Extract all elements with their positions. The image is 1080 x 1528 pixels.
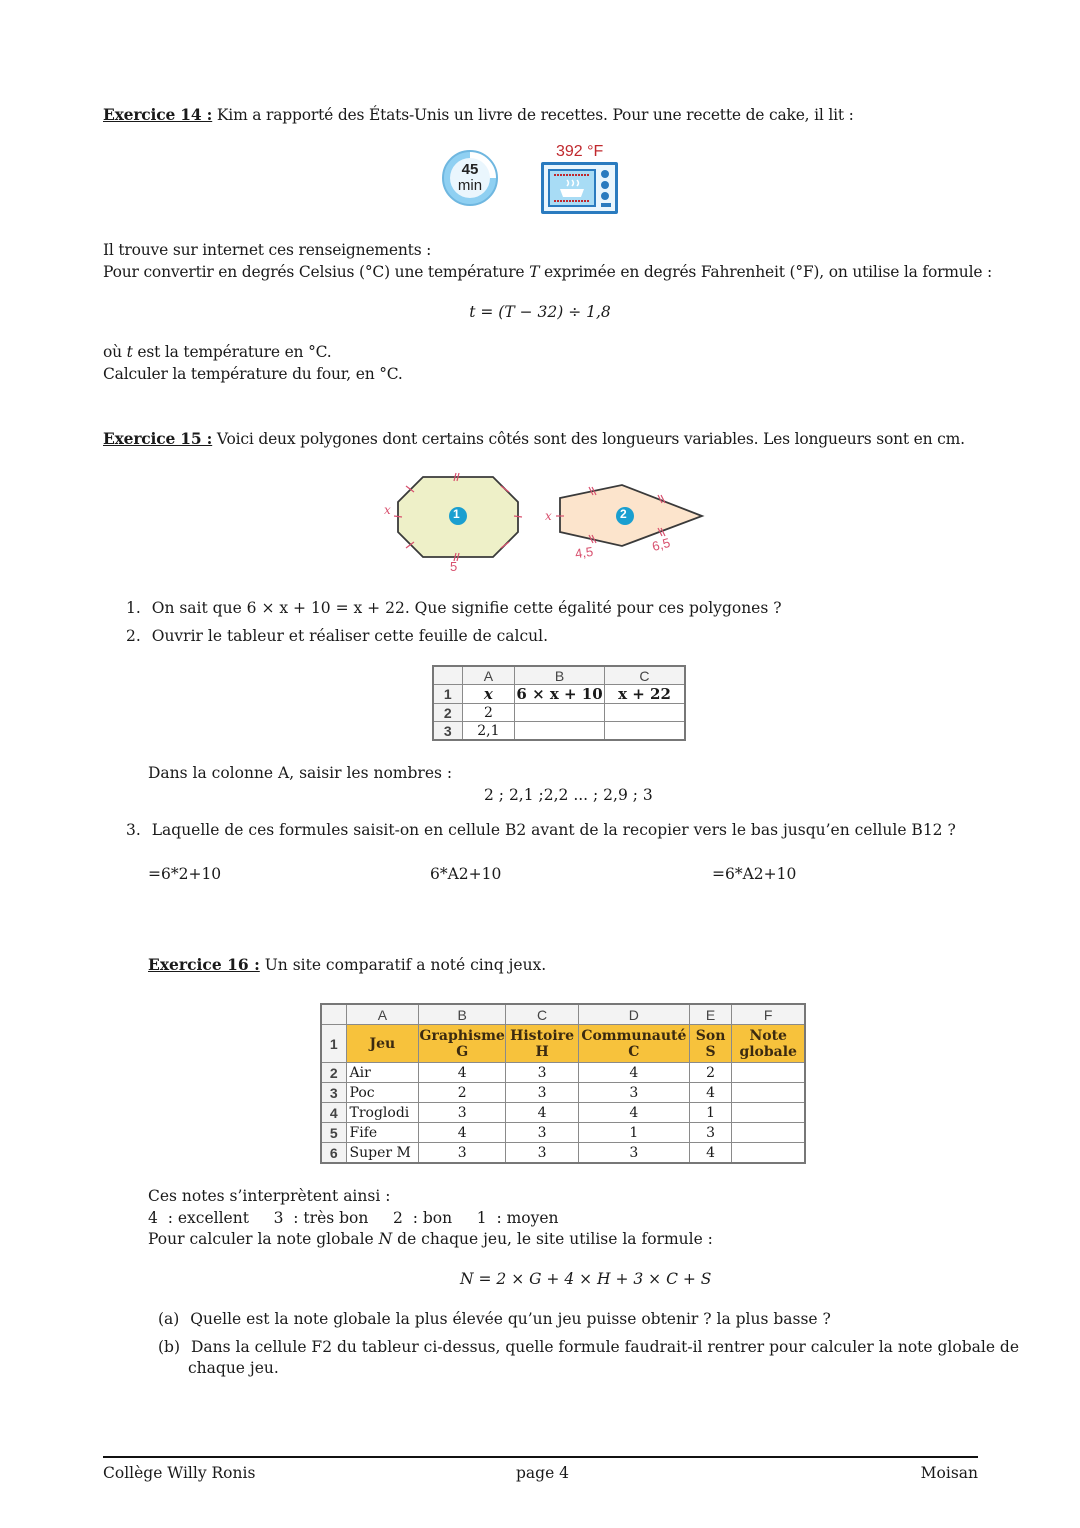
ex14-line-2: Pour convertir en degrés Celsius (°C) une température T exprimée en degrés Fahrenheit (°F), on utilise la formule : <box>103 263 993 281</box>
interpretation-scale: 4 : excellent 3 : très bon 2 : bon 1 : moyen <box>148 1209 559 1227</box>
oven-temperature: 392 °F <box>556 143 604 160</box>
polygon-2-side-4-5: 4,5 <box>574 543 595 562</box>
exercise-14-intro: Kim a rapporté des États-Unis un livre de recettes. Pour une recette de cake, il lit : <box>212 106 854 124</box>
footer-page-number: page 4 <box>516 1464 570 1482</box>
header-histoire: Histoire H <box>506 1025 579 1063</box>
global-note-formula: N = 2 × G + 4 × H + 3 × C + S <box>460 1270 712 1288</box>
header-jeu: Jeu <box>346 1025 419 1063</box>
exercise-16-intro: Un site comparatif a noté cinq jeux. <box>259 956 547 974</box>
exercise-14-title: Exercice 14 : <box>103 105 213 124</box>
interpretation-title: Ces notes s’interprètent ainsi : <box>148 1187 391 1205</box>
polygon-1-side-x: x <box>384 503 391 517</box>
ex15-question-1: 1. On sait que 6 × x + 10 = x + 22. Que signifie cette égalité pour ces polygones ? <box>126 599 782 617</box>
numbers-sequence: 2 ; 2,1 ;2,2 ... ; 2,9 ; 3 <box>484 786 653 804</box>
ex15-question-2: 2. Ouvrir le tableur et réaliser cette feuille de calcul. <box>126 627 549 645</box>
polygon-2-side-6-5: 6,5 <box>650 534 672 555</box>
header-note-globale: Note globale <box>732 1025 805 1063</box>
table-row: 4 Troglodi 3 4 4 1 <box>321 1103 805 1123</box>
ex14-line-1: Il trouve sur internet ces renseignements : <box>103 241 432 259</box>
header-graphisme: Graphisme G <box>419 1025 506 1063</box>
spreadsheet-ex16: A B C D E F 1 Jeu Graphisme G Histoire H Communauté C Son S Note globale 2 Air 4 3 4 2 3 Poc 2 3 3 4 4 Troglodi 3 4 4 1 5 Fife 4 3 1 3 6 Super M 3 3 3 4 <box>320 1003 806 1164</box>
polygon-1-badge: 1 <box>453 507 460 521</box>
ex14-question: Calculer la température du four, en °C. <box>103 365 403 383</box>
column-header-c: C <box>604 666 685 685</box>
column-header-b: B <box>515 666 605 685</box>
table-row: 6 Super M 3 3 3 4 <box>321 1143 805 1164</box>
ex14-line-3: où t est la température en °C. <box>103 343 332 361</box>
footer-divider <box>103 1456 978 1458</box>
exercise-15-heading <box>103 429 965 448</box>
table-row: 1 x 6 × x + 10 x + 22 <box>433 685 685 704</box>
column-a-instruction: Dans la colonne A, saisir les nombres : <box>148 764 453 782</box>
footer-author: Moisan <box>920 1464 978 1482</box>
exercise-15-title: Exercice 15 : <box>103 429 213 448</box>
header-son: Son S <box>689 1025 732 1063</box>
timer-icon <box>442 150 498 206</box>
header-communaute: Communauté C <box>578 1025 689 1063</box>
exercise-15-intro: Voici deux polygones dont certains côtés sont des longueurs variables. Les longueurs sont en cm. <box>212 430 965 448</box>
polygon-2-badge: 2 <box>620 507 627 521</box>
ex16-question-a: (a) Quelle est la note globale la plus élevée qu’un jeu puisse obtenir ? la plus basse ? <box>158 1310 831 1328</box>
formula-option-3: =6*A2+10 <box>712 865 797 883</box>
formula-intro: Pour calculer la note globale N de chaque jeu, le site utilise la formule : <box>148 1230 713 1248</box>
formula-option-2: 6*A2+10 <box>430 865 502 883</box>
polygon-2-side-x: x <box>545 509 552 523</box>
timer-value: 45 <box>461 161 479 178</box>
oven-icon <box>541 162 618 214</box>
table-header-row: 1 Jeu Graphisme G Histoire H Communauté C Son S Note globale <box>321 1025 805 1063</box>
table-row: 2 2 <box>433 704 685 722</box>
table-row: 3 2,1 <box>433 722 685 741</box>
ex15-question-3: 3. Laquelle de ces formules saisit-on en cellule B2 avant de la recopier vers le bas jusqu’en cellule B12 ? <box>126 821 956 839</box>
ex16-question-b: (b) Dans la cellule F2 du tableur ci-dessus, quelle formule faudrait-il rentrer pour calculer la note globale de <box>158 1338 1020 1356</box>
exercise-16-heading <box>148 955 546 974</box>
ex16-question-b-cont: chaque jeu. <box>188 1359 279 1377</box>
footer-school: Collège Willy Ronis <box>103 1464 256 1482</box>
table-row: 3 Poc 2 3 3 4 <box>321 1083 805 1103</box>
timer-unit: min <box>457 177 483 194</box>
exercise-14-heading <box>103 105 854 124</box>
table-row: 2 Air 4 3 4 2 <box>321 1063 805 1083</box>
exercise-16-title: Exercice 16 : <box>148 955 260 974</box>
conversion-formula: t = (T − 32) ÷ 1,8 <box>469 303 611 321</box>
table-row: 5 Fife 4 3 1 3 <box>321 1123 805 1143</box>
spreadsheet-ex15 <box>432 665 686 741</box>
polygons-figure <box>370 465 710 580</box>
column-header-a: A <box>462 666 514 685</box>
formula-option-1: =6*2+10 <box>148 865 222 883</box>
polygon-1-side-5: 5 <box>450 559 458 574</box>
